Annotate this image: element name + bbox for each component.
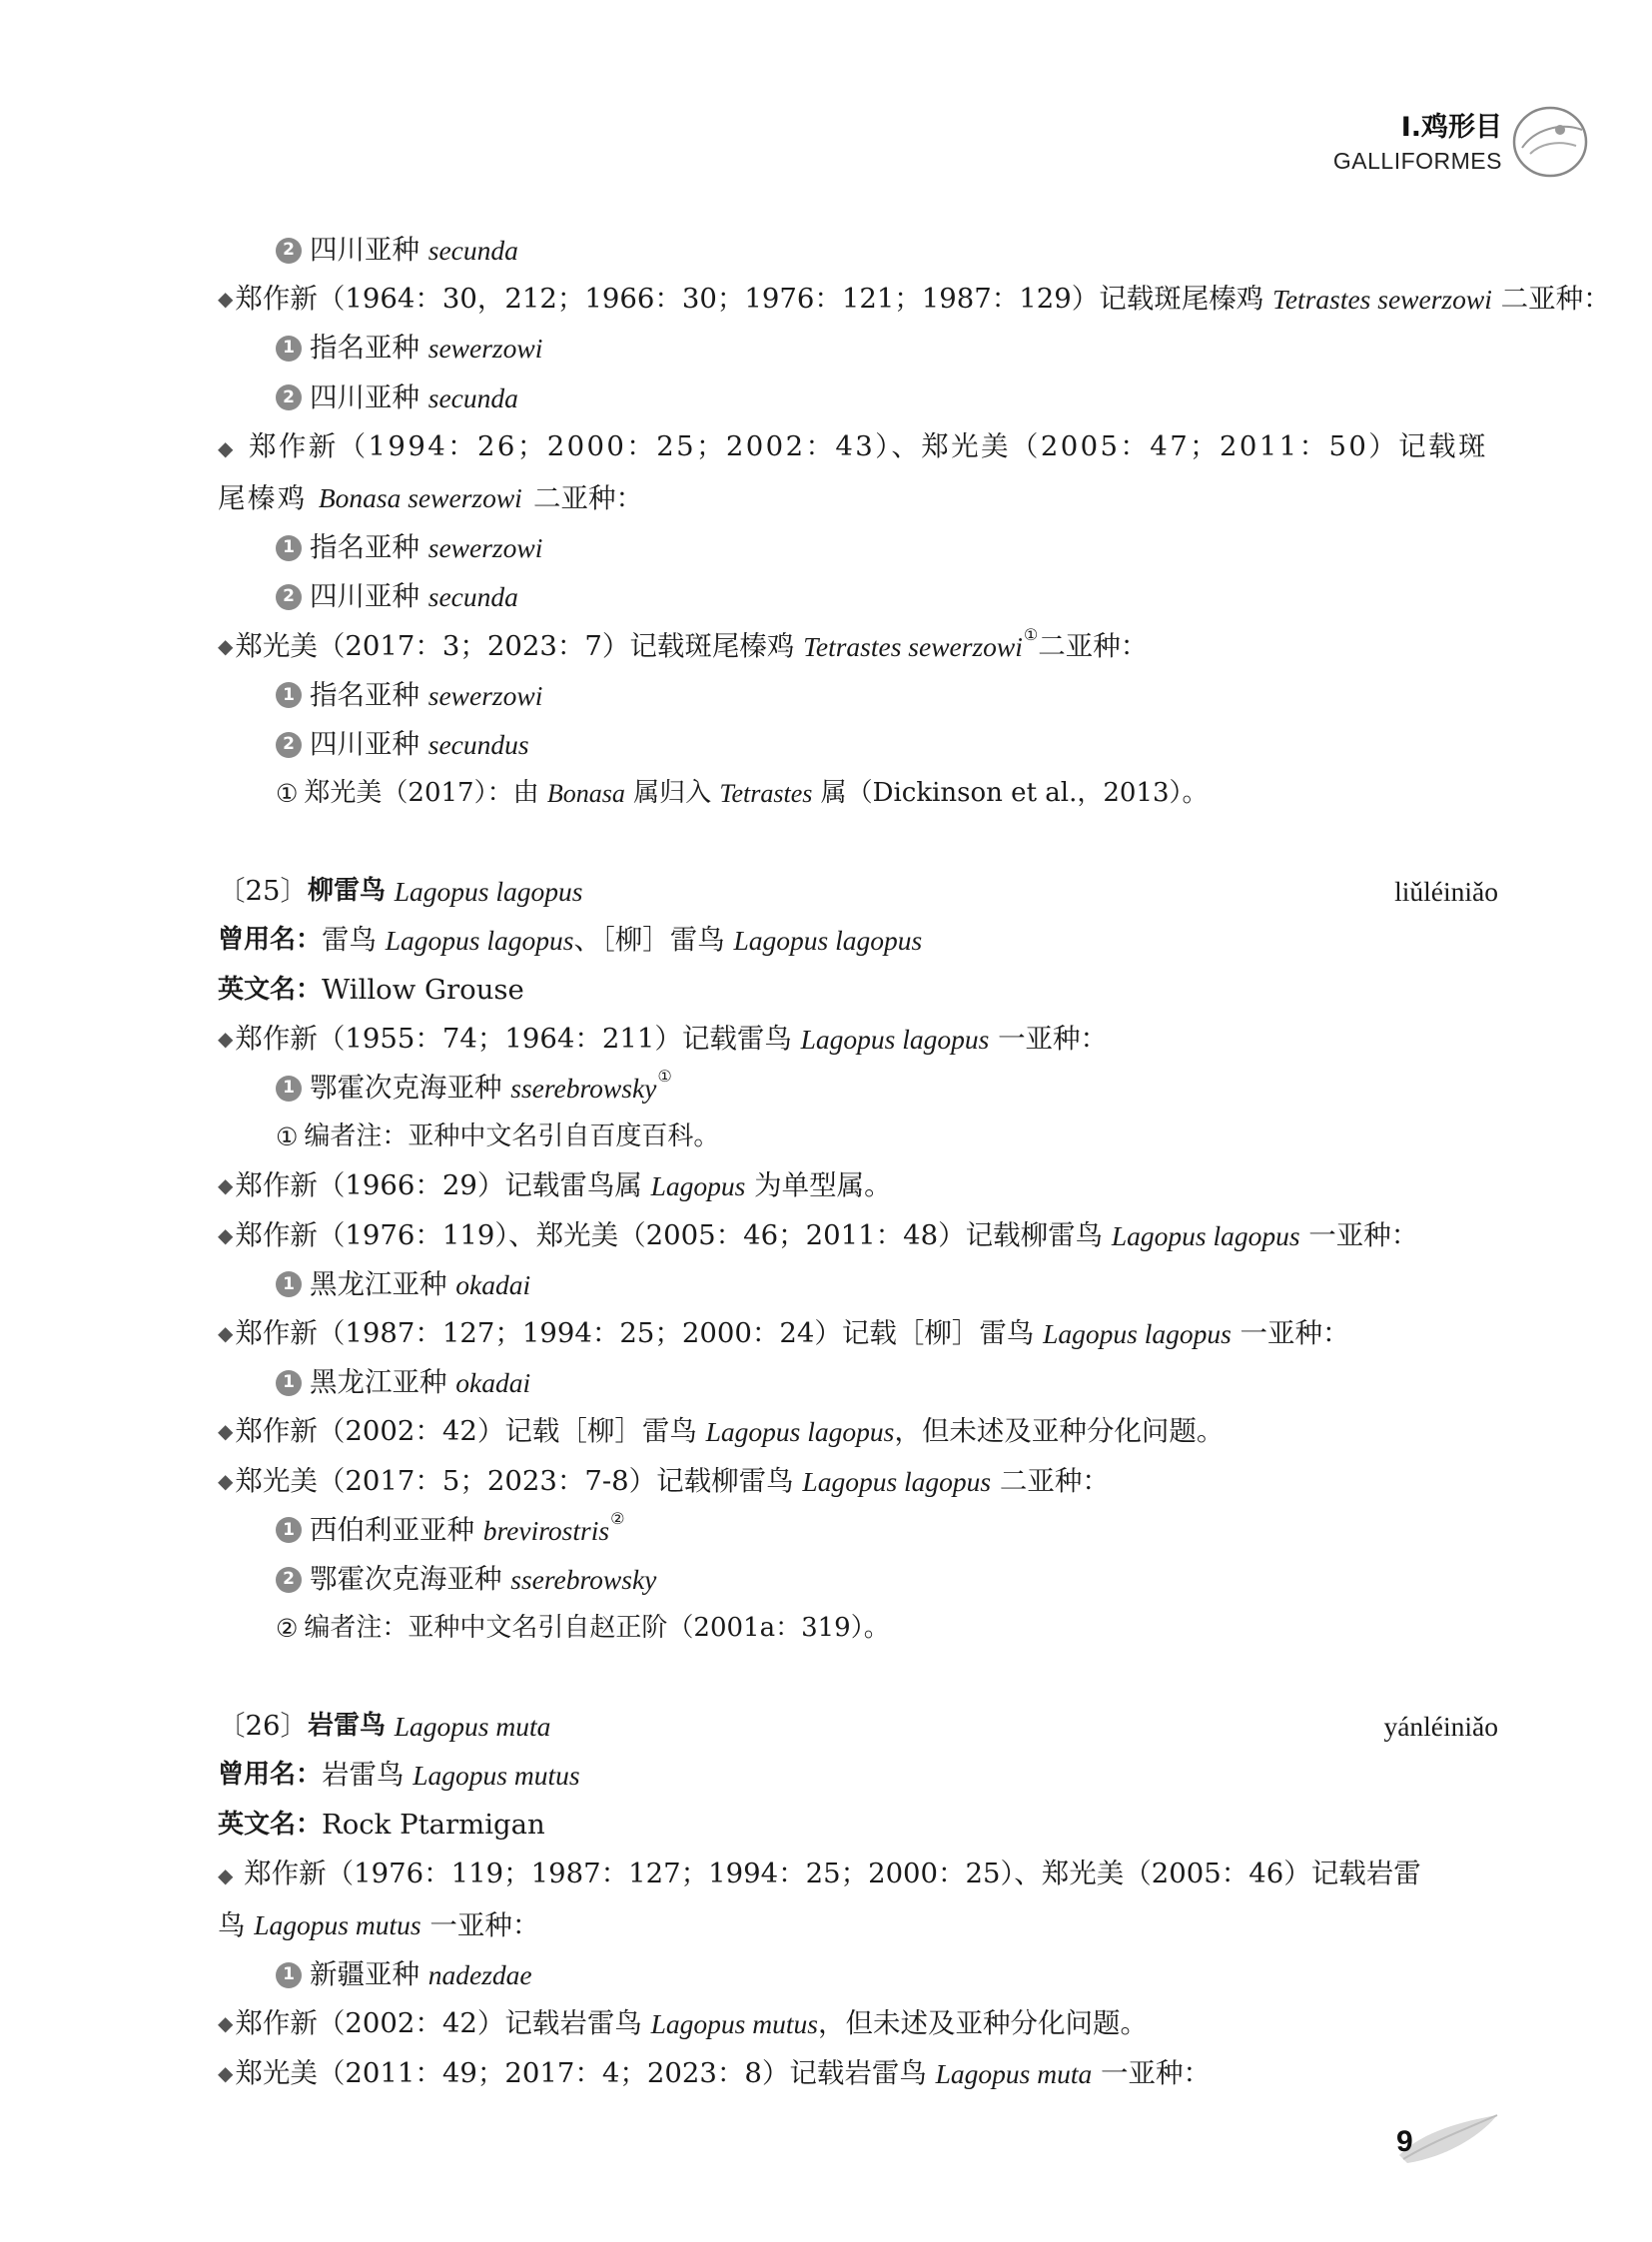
record-text: 一亚种： bbox=[1308, 1218, 1419, 1251]
record-text: 郑作新（1964：30，212；1966：30；1976：121；1987：129）记载斑尾榛鸡 bbox=[235, 283, 1264, 316]
former-name-sci: Lagopus lagopus bbox=[733, 925, 923, 957]
subspecies-number: 2 bbox=[276, 1567, 302, 1593]
record-text: 郑作新（1976：119）、郑光美（2005：46；2011：48）记载柳雷鸟 bbox=[235, 1218, 1104, 1251]
species-number: 〔26〕 bbox=[218, 1710, 308, 1743]
subspecies-name: 四川亚种 bbox=[310, 380, 419, 413]
subspecies-line bbox=[218, 1358, 1498, 1407]
diamond-bullet-icon: ◆ bbox=[218, 1222, 234, 1247]
diamond-bullet-icon: ◆ bbox=[218, 1320, 234, 1345]
record-text: 郑光美（2017：3；2023：7）记载斑尾榛鸡 bbox=[235, 629, 795, 662]
species-name-cn: 岩雷鸟 bbox=[308, 1711, 387, 1742]
record-line bbox=[218, 1309, 1498, 1358]
record-text: 郑光美（2017：5；2023：7-8）记载柳雷鸟 bbox=[235, 1464, 794, 1497]
subspecies-name: 指名亚种 bbox=[310, 531, 419, 564]
record-text: 为单型属。 bbox=[754, 1169, 892, 1202]
species-name-sci: Lagopus muta bbox=[394, 1711, 551, 1743]
english-name-line bbox=[218, 966, 1498, 1015]
footnote-sci: Tetrastes bbox=[719, 779, 813, 809]
record-text: 郑作新（2002：42）记载岩雷鸟 bbox=[235, 2007, 642, 2040]
footnote-mark: ② bbox=[276, 1614, 299, 1644]
record-line bbox=[218, 1999, 1498, 2048]
footnote-ref: ① bbox=[1023, 624, 1039, 644]
subspecies-line bbox=[218, 1950, 1498, 1999]
record-text: 二亚种： bbox=[999, 1464, 1110, 1497]
english-name-line bbox=[218, 1801, 1498, 1850]
subspecies-name: 新疆亚种 bbox=[310, 1958, 419, 1991]
record-sci: Lagopus lagopus bbox=[705, 1416, 895, 1448]
footnote-line bbox=[218, 1113, 1498, 1161]
subspecies-name: 黑龙江亚种 bbox=[310, 1267, 447, 1300]
former-name-label: 曾用名： bbox=[218, 925, 323, 956]
chapter-title-en: GALLIFORMES bbox=[1332, 148, 1502, 174]
record-sci: Lagopus mutus bbox=[650, 2008, 818, 2040]
record-text: 一亚种： bbox=[1239, 1316, 1350, 1349]
record-text: 一亚种： bbox=[998, 1022, 1109, 1055]
subspecies-line bbox=[218, 671, 1498, 720]
subspecies-sci: okadai bbox=[455, 1268, 531, 1300]
subspecies-number: 1 bbox=[276, 535, 302, 561]
record-text: ，但未述及亚种分化问题。 bbox=[817, 2007, 1148, 2040]
footnote-sci: Bonasa bbox=[546, 779, 625, 809]
subspecies-sci: sserebrowsky bbox=[510, 1563, 657, 1595]
record-line bbox=[218, 1457, 1498, 1506]
record-text: 二亚种： bbox=[1500, 283, 1611, 316]
record-line bbox=[218, 1850, 1498, 1950]
subspecies-name: 西伯利亚亚种 bbox=[310, 1513, 474, 1546]
record-sci: Lagopus muta bbox=[935, 2057, 1093, 2089]
subspecies-sci: sewerzowi bbox=[427, 679, 543, 711]
diamond-bullet-icon: ◆ bbox=[218, 1419, 234, 1444]
subspecies-name: 鄂霍次克海亚种 bbox=[310, 1562, 502, 1595]
subspecies-name: 四川亚种 bbox=[310, 234, 419, 266]
species-pinyin: liǔléiniǎo bbox=[1394, 876, 1498, 908]
species-heading bbox=[218, 867, 1498, 916]
species-pinyin: yánléiniǎo bbox=[1383, 1711, 1498, 1743]
subspecies-sci: sserebrowsky bbox=[510, 1073, 657, 1105]
subspecies-sci: sewerzowi bbox=[427, 333, 543, 365]
subspecies-name: 指名亚种 bbox=[310, 332, 419, 365]
subspecies-number: 1 bbox=[276, 682, 302, 708]
former-name-text: 岩雷鸟 bbox=[322, 1759, 405, 1792]
subspecies-number: 2 bbox=[276, 238, 302, 264]
footnote-text: 属（Dickinson et al.，2013）。 bbox=[820, 778, 1209, 809]
record-text: 一亚种： bbox=[429, 1909, 540, 1942]
subspecies-sci: nadezdae bbox=[427, 1959, 532, 1991]
chapter-title-cn: Ⅰ.鸡形目 bbox=[1400, 112, 1502, 143]
former-name-label: 曾用名： bbox=[218, 1760, 323, 1791]
record-line bbox=[218, 422, 1498, 523]
footnote-mark: ① bbox=[276, 779, 299, 809]
record-text: 郑作新（1994：26；2000：25；2002：43）、郑光美（2005：47；2011：50）记载斑尾榛鸡 bbox=[218, 429, 1488, 514]
footnote-text: 编者注：亚种中文名引自赵正阶（2001a：319）。 bbox=[304, 1613, 890, 1644]
subspecies-number: 2 bbox=[276, 584, 302, 610]
record-sci: Lagopus lagopus bbox=[1043, 1317, 1232, 1349]
footnote-mark: ① bbox=[276, 1122, 299, 1152]
record-sci: Lagopus lagopus bbox=[1111, 1219, 1300, 1251]
subspecies-sci: secunda bbox=[427, 381, 518, 413]
diamond-bullet-icon: ◆ bbox=[218, 1863, 234, 1887]
subspecies-sci: okadai bbox=[455, 1367, 531, 1399]
diamond-bullet-icon: ◆ bbox=[218, 633, 234, 658]
subspecies-sci: sewerzowi bbox=[427, 532, 543, 564]
subspecies-number: 1 bbox=[276, 336, 302, 362]
diamond-bullet-icon: ◆ bbox=[218, 2011, 234, 2036]
running-header bbox=[1333, 110, 1502, 176]
record-sci: Tetrastes sewerzowi bbox=[1272, 284, 1492, 316]
footnote-line bbox=[218, 1604, 1498, 1653]
subspecies-line bbox=[218, 324, 1498, 373]
subspecies-line bbox=[218, 523, 1498, 572]
record-text: 二亚种： bbox=[1038, 629, 1149, 662]
footnote-ref: ① bbox=[657, 1067, 672, 1087]
former-name-sci: Lagopus mutus bbox=[413, 1760, 580, 1792]
record-text: 二亚种： bbox=[532, 481, 643, 514]
diamond-bullet-icon: ◆ bbox=[218, 2060, 234, 2085]
record-text: 郑作新（1955：74；1964：211）记载雷鸟 bbox=[235, 1022, 792, 1055]
former-name-text: 、［柳］雷鸟 bbox=[573, 924, 725, 957]
species-heading bbox=[218, 1702, 1498, 1751]
subspecies-line bbox=[218, 1506, 1498, 1555]
record-line bbox=[218, 2049, 1498, 2098]
subspecies-number: 1 bbox=[276, 1962, 302, 1988]
record-sci: Lagopus lagopus bbox=[802, 1465, 992, 1497]
subspecies-number: 1 bbox=[276, 1517, 302, 1543]
subspecies-number: 1 bbox=[276, 1370, 302, 1396]
record-text: 郑作新（1976：119；1987：127；1994：25；2000：25）、郑光美（2005：46）记载岩雷鸟 bbox=[218, 1857, 1421, 1942]
record-text: 一亚种： bbox=[1100, 2056, 1211, 2089]
diamond-bullet-icon: ◆ bbox=[218, 1468, 234, 1493]
record-sci: Lagopus mutus bbox=[254, 1909, 421, 1941]
record-line bbox=[218, 1161, 1498, 1210]
english-name-label: 英文名： bbox=[218, 1809, 323, 1840]
subspecies-number: 2 bbox=[276, 384, 302, 410]
page-body bbox=[218, 226, 1611, 2098]
record-text: 郑光美（2011：49；2017：4；2023：8）记载岩雷鸟 bbox=[235, 2056, 927, 2089]
record-text: 郑作新（1987：127；1994：25；2000：24）记载［柳］雷鸟 bbox=[235, 1316, 1035, 1349]
diamond-bullet-icon: ◆ bbox=[218, 1026, 234, 1051]
record-sci: Lagopus bbox=[650, 1170, 746, 1202]
subspecies-name: 鄂霍次克海亚种 bbox=[310, 1072, 502, 1105]
bird-leaf-icon bbox=[1508, 100, 1592, 184]
subspecies-line bbox=[218, 572, 1498, 621]
subspecies-sci: secunda bbox=[427, 235, 518, 266]
footnote-text: 郑光美（2017）：由 bbox=[304, 778, 539, 809]
diamond-bullet-icon: ◆ bbox=[218, 435, 236, 460]
english-name: Willow Grouse bbox=[322, 973, 524, 1006]
species-number: 〔25〕 bbox=[218, 875, 308, 908]
footnote-ref: ② bbox=[610, 1508, 625, 1528]
record-sci: Bonasa sewerzowi bbox=[318, 481, 522, 513]
record-sci: Tetrastes sewerzowi bbox=[803, 630, 1023, 662]
english-name-label: 英文名： bbox=[218, 974, 323, 1005]
subspecies-sci: secunda bbox=[427, 581, 518, 613]
subspecies-line bbox=[218, 1555, 1498, 1604]
subspecies-line bbox=[218, 226, 1498, 275]
record-sci: Lagopus lagopus bbox=[800, 1023, 990, 1055]
subspecies-number: 1 bbox=[276, 1271, 302, 1297]
record-line bbox=[218, 1407, 1498, 1456]
footnote-text: 编者注：亚种中文名引自百度百科。 bbox=[304, 1121, 720, 1152]
subspecies-line bbox=[218, 720, 1498, 769]
record-text: 郑作新（2002：42）记载［柳］雷鸟 bbox=[235, 1415, 697, 1448]
subspecies-name: 指名亚种 bbox=[310, 678, 419, 711]
record-line bbox=[218, 622, 1498, 671]
former-name-line bbox=[218, 916, 1498, 965]
subspecies-name: 四川亚种 bbox=[310, 727, 419, 760]
footnote-text: 属归入 bbox=[633, 778, 712, 809]
subspecies-sci: brevirostris bbox=[482, 1514, 610, 1546]
subspecies-line bbox=[218, 374, 1498, 422]
record-text: ，但未述及亚种分化问题。 bbox=[894, 1415, 1225, 1448]
diamond-bullet-icon: ◆ bbox=[218, 287, 234, 312]
page-number: 9 bbox=[1396, 2125, 1413, 2158]
subspecies-number: 1 bbox=[276, 1076, 302, 1102]
former-name-text: 雷鸟 bbox=[322, 924, 378, 957]
species-name-cn: 柳雷鸟 bbox=[308, 876, 387, 907]
subspecies-name: 黑龙江亚种 bbox=[310, 1366, 447, 1399]
former-name-sci: Lagopus lagopus bbox=[385, 925, 574, 957]
diamond-bullet-icon: ◆ bbox=[218, 1173, 234, 1198]
subspecies-line bbox=[218, 1260, 1498, 1309]
former-name-line bbox=[218, 1751, 1498, 1800]
subspecies-line bbox=[218, 1064, 1498, 1113]
record-line bbox=[218, 275, 1611, 324]
species-name-sci: Lagopus lagopus bbox=[394, 876, 583, 908]
subspecies-name: 四川亚种 bbox=[310, 580, 419, 613]
subspecies-sci: secundus bbox=[427, 728, 529, 760]
record-text: 郑作新（1966：29）记载雷鸟属 bbox=[235, 1169, 642, 1202]
record-line bbox=[218, 1211, 1498, 1260]
record-line bbox=[218, 1015, 1498, 1064]
footnote-line bbox=[218, 769, 1498, 818]
english-name: Rock Ptarmigan bbox=[322, 1808, 545, 1841]
subspecies-number: 2 bbox=[276, 732, 302, 758]
